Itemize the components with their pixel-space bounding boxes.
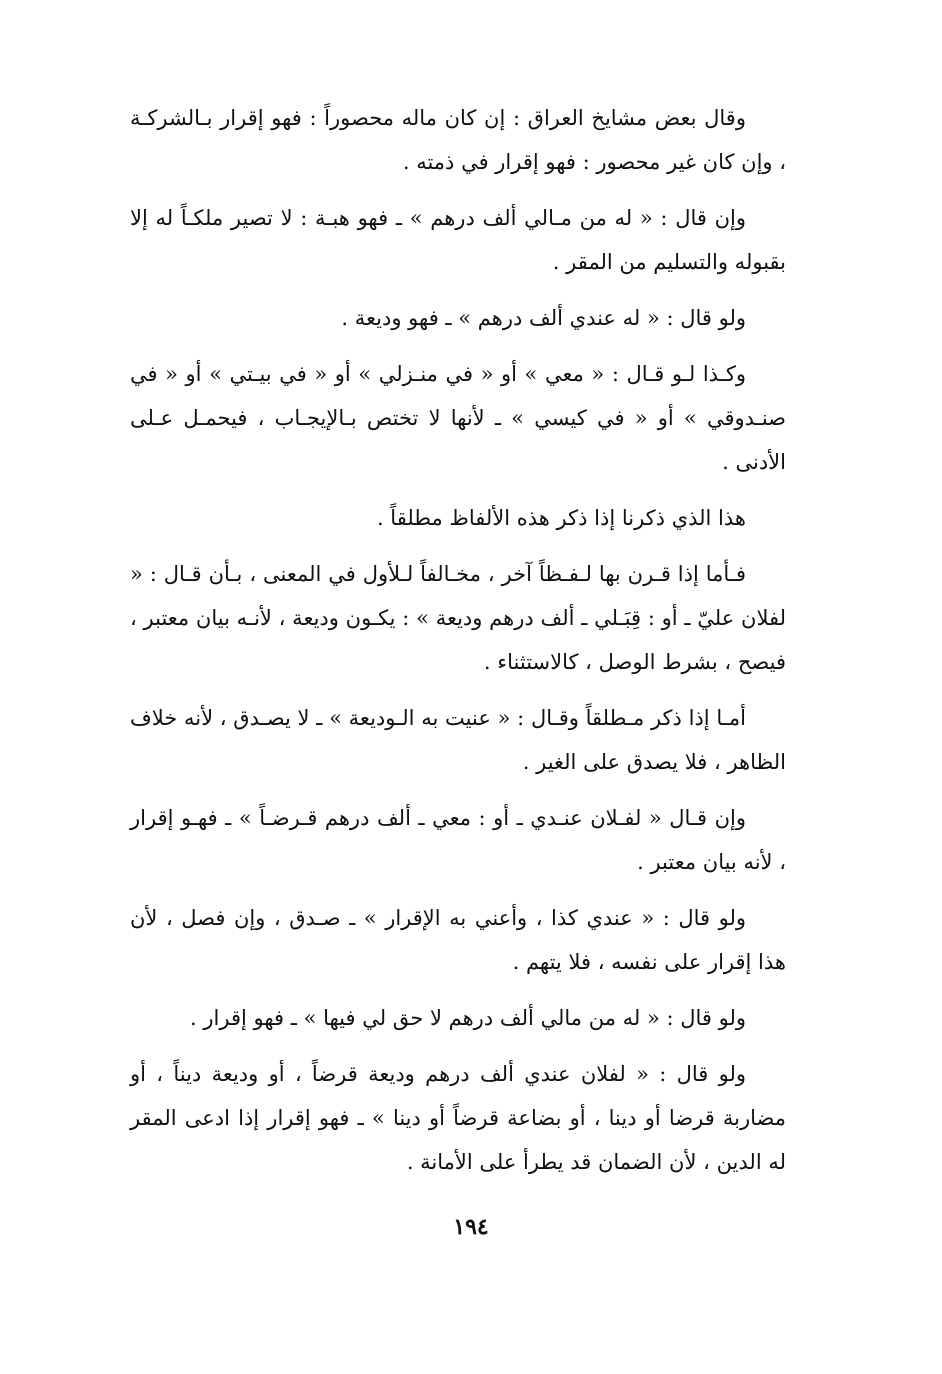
paragraph: ولو قال : « عندي كذا ، وأعني به الإقرار » ـ صـدق ، وإن فصل ، لأن هذا إقرار على نفسه ، فلا يتهم . — [130, 906, 786, 974]
paragraph: ولو قال : « لفلان عندي ألف درهم وديعة قرضاً ، أو وديعة ديناً ، أو مضاربة قرضا أو دينا ، أو بضاعة قرضاً أو دينا » ـ فهو إقرار إذا ادعى المقر له الدين ، لأن الضمان قد يطرأ على الأمانة . — [130, 1062, 786, 1174]
paragraph: هذا الذي ذكرنا إذا ذكر هذه الألفاظ مطلقاً . — [376, 506, 746, 530]
paragraph: فـأما إذا قـرن بها لـفـظاً آخر ، مخـالفاً لـلأول في المعنى ، بـأن قـال : « لفلان عليّ ـ أو : قِبَـلي ـ ألف درهم وديعة » : يكـون وديعة ، لأنـه بيان معتبر ، فيصح ، بشرط الوصل ، كالاستثناء . — [130, 562, 786, 674]
paragraph: ولو قال : « له عندي ألف درهم » ـ فهو وديعة . — [341, 306, 746, 330]
paragraph: وكـذا لـو قـال : « معي » أو « في منـزلي » أو « في بيـتي » أو « في صنـدوقي » أو « في كيسي » ـ لأنها لا تختص بـالإيجـاب ، فيحمـل عـلى الأدنى . — [130, 362, 786, 474]
paragraph: وإن قـال « لفـلان عنـدي ـ أو : معي ـ ألف درهم قـرضـاً » ـ فهـو إقرار ، لأنه بيان معتبر . — [130, 806, 786, 874]
paragraph: أمـا إذا ذكر مـطلقاً وقـال : « عنيت به الـوديعة » ـ لا يصـدق ، لأنه خلاف الظاهر ، فلا يصدق على الغير . — [130, 706, 786, 774]
paragraph: ولو قال : « له من مالي ألف درهم لا حق لي فيها » ـ فهو إقرار . — [190, 1006, 746, 1030]
paragraph: وإن قال : « له من مـالي ألف درهم » ـ فهو هبـة : لا تصير ملكـاً له إلا بقبوله والتسليم من المقر . — [130, 206, 786, 274]
paragraph: وقال بعض مشايخ العراق : إن كان ماله محصوراً : فهو إقرار بـالشركـة ، وإن كان غير محصور : فهو إقرار في ذمته . — [130, 106, 786, 174]
page-number: ١٩٤ — [453, 1214, 489, 1240]
body-text — [130, 96, 786, 1196]
